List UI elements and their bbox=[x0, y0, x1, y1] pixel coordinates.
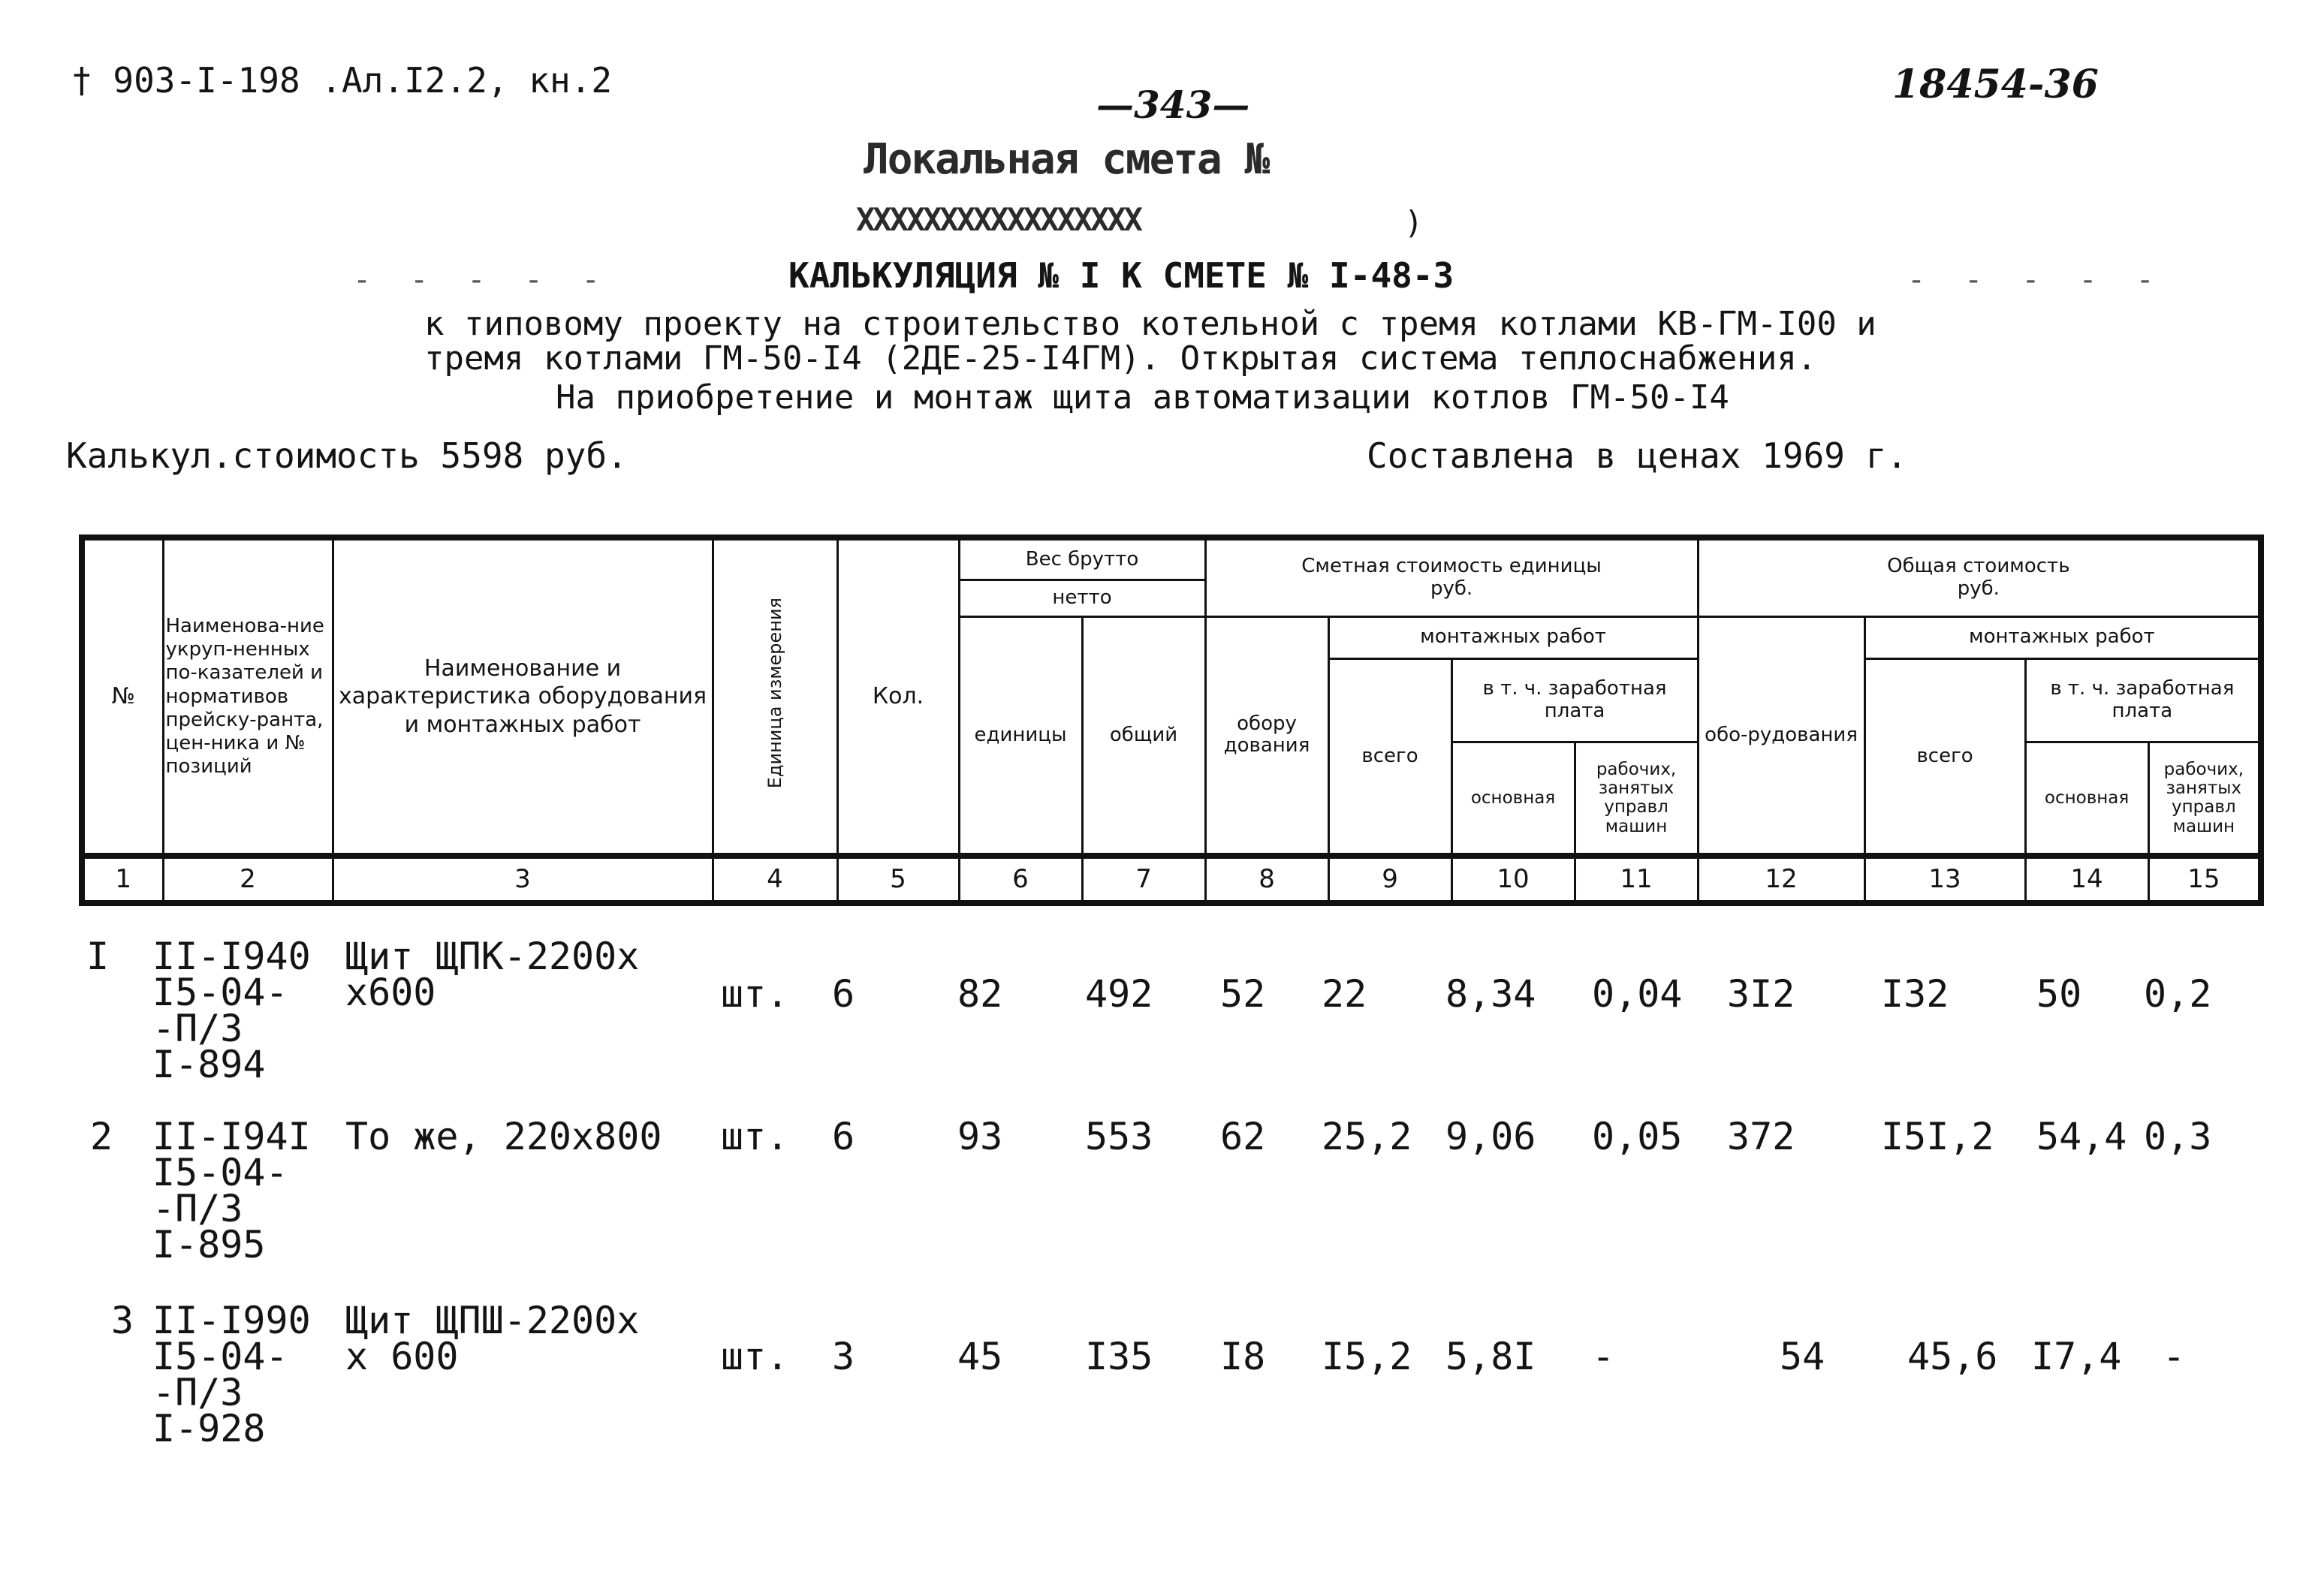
row-code bbox=[152, 1115, 311, 1266]
row-total-mach: - bbox=[2163, 1335, 2186, 1378]
row-total-mount: 45,6 bbox=[1907, 1335, 1998, 1378]
header-weight-net: нетто bbox=[959, 580, 1205, 616]
code-line: -П/3 bbox=[152, 1187, 243, 1230]
row-mount-total: 25,2 bbox=[1322, 1115, 1412, 1158]
header-mount-works: монтажных работ bbox=[1328, 616, 1698, 659]
col-number: 2 bbox=[163, 856, 333, 903]
code-line: II-I990 bbox=[152, 1299, 311, 1342]
overprinted-title: Локальная смета № bbox=[864, 135, 1269, 184]
subtitle-line-1: к типовому проекту на строительство котельной с тремя котлами КВ-ГМ-I00 и bbox=[424, 305, 1876, 343]
document-reference: † 903-I-198 .Ал.I2.2, кн.2 bbox=[71, 60, 613, 101]
row-code bbox=[152, 935, 311, 1086]
col-number: 9 bbox=[1328, 856, 1451, 903]
row-name bbox=[345, 1299, 640, 1378]
header-col-15: рабочих, занятых управл машин bbox=[2148, 742, 2261, 857]
header-col-8: обору дования bbox=[1205, 616, 1328, 856]
dash-mark-left: - - - - - bbox=[353, 263, 610, 297]
name-line: То же, 220х800 bbox=[345, 1115, 662, 1158]
header-unit-cost bbox=[1205, 538, 1698, 616]
code-line: I-894 bbox=[152, 1043, 266, 1086]
name-line: х600 bbox=[345, 971, 436, 1014]
row-total-equip: 54 bbox=[1780, 1335, 1825, 1378]
row-equip-cost: 62 bbox=[1220, 1115, 1266, 1158]
row-total-equip: 372 bbox=[1727, 1115, 1795, 1158]
page-number: —343— bbox=[1096, 83, 1250, 127]
row-total-equip: 3I2 bbox=[1727, 972, 1795, 1016]
row-weight-total: 553 bbox=[1085, 1115, 1153, 1158]
header-wages: в т. ч. заработная плата bbox=[1451, 659, 1698, 742]
row-qty: 3 bbox=[832, 1335, 855, 1378]
col-number: 1 bbox=[82, 856, 163, 903]
row-total-base: 54,4 bbox=[2036, 1115, 2127, 1158]
header-col-6: единицы bbox=[959, 616, 1082, 856]
row-mount-mach: 0,04 bbox=[1592, 972, 1683, 1016]
header-col-9: всего bbox=[1328, 659, 1451, 857]
header-col-3: Наименование и характеристика оборудования и монтажных работ bbox=[333, 538, 713, 856]
code-line: I-928 bbox=[152, 1407, 266, 1450]
row-qty: 6 bbox=[832, 972, 855, 1016]
col-number: 7 bbox=[1082, 856, 1205, 903]
total-cost-label: Общая стоимость bbox=[1887, 554, 2070, 577]
col-number: 14 bbox=[2025, 856, 2148, 903]
overprinted-subtitle: ХХХХХХХХХХХХХХХХХ bbox=[856, 201, 1141, 238]
row-number: 3 bbox=[111, 1299, 134, 1342]
unit-measure-label: Единица измерения bbox=[764, 598, 785, 789]
row-total-mount: I5I,2 bbox=[1881, 1115, 1994, 1158]
subtitle-line-2: тремя котлами ГМ-50-I4 (2ДЕ-25-I4ГМ). Открытая система теплоснабжения. bbox=[424, 339, 1817, 378]
header-col-5: Кол. bbox=[837, 538, 959, 856]
row-total-base: 50 bbox=[2036, 972, 2082, 1016]
row-total-base: I7,4 bbox=[2031, 1335, 2122, 1378]
subtitle-line-3: На приобретение и монтаж щита автоматизации котлов ГМ-50-I4 bbox=[556, 378, 1729, 417]
header-col-7: общий bbox=[1082, 616, 1205, 856]
header-col-2: Наименова-ние укруп-ненных по-казателей и нормативов прейску-ранта, цен-ника и № позиций bbox=[163, 538, 333, 856]
row-weight-unit: 93 bbox=[957, 1115, 1003, 1158]
calculation-cost: Калькул.стоимость 5598 руб. bbox=[66, 435, 628, 476]
header-col-4 bbox=[713, 538, 837, 856]
col-number: 6 bbox=[959, 856, 1082, 903]
row-number: I bbox=[86, 935, 110, 978]
row-mount-base: 9,06 bbox=[1445, 1115, 1536, 1158]
row-weight-unit: 45 bbox=[957, 1335, 1003, 1378]
col-number: 10 bbox=[1451, 856, 1575, 903]
code-line: -П/3 bbox=[152, 1007, 243, 1050]
unit-cost-unit: руб. bbox=[1430, 577, 1473, 600]
row-unit: шт. bbox=[721, 1335, 789, 1378]
row-mount-base: 5,8I bbox=[1445, 1335, 1536, 1378]
header-col-11: рабочих, занятых управл машин bbox=[1575, 742, 1698, 857]
overprint-paren: ) bbox=[1404, 204, 1424, 241]
code-line: I-895 bbox=[152, 1223, 266, 1266]
code-line: -П/3 bbox=[152, 1371, 243, 1414]
header-col-10: основная bbox=[1451, 742, 1575, 857]
row-number: 2 bbox=[90, 1115, 113, 1158]
row-equip-cost: I8 bbox=[1220, 1335, 1266, 1378]
name-line: Щит ЩПК-2200х bbox=[345, 935, 640, 978]
row-mount-total: 22 bbox=[1322, 972, 1367, 1016]
header-total-cost bbox=[1698, 538, 2261, 616]
row-qty: 6 bbox=[832, 1115, 855, 1158]
header-weight-gross: Вес брутто bbox=[959, 538, 1205, 580]
row-weight-total: 492 bbox=[1085, 972, 1153, 1016]
code-line: II-I940 bbox=[152, 935, 311, 978]
col-number: 4 bbox=[713, 856, 837, 903]
row-mount-total: I5,2 bbox=[1322, 1335, 1412, 1378]
row-total-mach: 0,3 bbox=[2144, 1115, 2212, 1158]
estimate-table-header bbox=[79, 535, 2264, 906]
header-wages-2: в т. ч. заработная плата bbox=[2025, 659, 2261, 742]
unit-cost-label: Сметная стоимость единицы bbox=[1301, 554, 1602, 577]
code-line: I5-04- bbox=[152, 1151, 288, 1194]
col-number: 13 bbox=[1864, 856, 2025, 903]
code-line: II-I94I bbox=[152, 1115, 311, 1158]
header-col-1: № bbox=[82, 538, 163, 856]
total-cost-unit: руб. bbox=[1957, 577, 2000, 600]
row-equip-cost: 52 bbox=[1220, 972, 1266, 1016]
col-number: 3 bbox=[333, 856, 713, 903]
calculation-title: КАЛЬКУЛЯЦИЯ № I К СМЕТЕ № I-48-3 bbox=[788, 255, 1454, 296]
header-mount-works-2: монтажных работ bbox=[1864, 616, 2261, 659]
code-line: I5-04- bbox=[152, 971, 288, 1014]
col-number: 8 bbox=[1205, 856, 1328, 903]
row-name bbox=[345, 935, 640, 1014]
row-total-mach: 0,2 bbox=[2144, 972, 2212, 1016]
col-number: 11 bbox=[1575, 856, 1698, 903]
header-col-12: обо-рудования bbox=[1698, 616, 1864, 856]
name-line: Щит ЩПШ-2200х bbox=[345, 1299, 640, 1342]
row-unit: шт. bbox=[721, 1115, 789, 1158]
row-mount-base: 8,34 bbox=[1445, 972, 1536, 1016]
archive-number: 18454-36 bbox=[1892, 62, 2099, 107]
row-total-mount: I32 bbox=[1881, 972, 1949, 1016]
row-weight-total: I35 bbox=[1085, 1335, 1153, 1378]
row-mount-mach: - bbox=[1592, 1335, 1615, 1378]
row-name bbox=[345, 1115, 662, 1158]
col-number: 12 bbox=[1698, 856, 1864, 903]
prices-year: Составлена в ценах 1969 г. bbox=[1367, 435, 1908, 476]
row-unit: шт. bbox=[721, 972, 789, 1016]
row-mount-mach: 0,05 bbox=[1592, 1115, 1683, 1158]
col-number: 15 bbox=[2148, 856, 2261, 903]
header-col-13: всего bbox=[1864, 659, 2025, 857]
row-weight-unit: 82 bbox=[957, 972, 1003, 1016]
code-line: I5-04- bbox=[152, 1335, 288, 1378]
name-line: х 600 bbox=[345, 1335, 459, 1378]
col-number: 5 bbox=[837, 856, 959, 903]
dash-mark-right: - - - - - bbox=[1907, 263, 2165, 297]
header-col-14: основная bbox=[2025, 742, 2148, 857]
row-code bbox=[152, 1299, 311, 1450]
